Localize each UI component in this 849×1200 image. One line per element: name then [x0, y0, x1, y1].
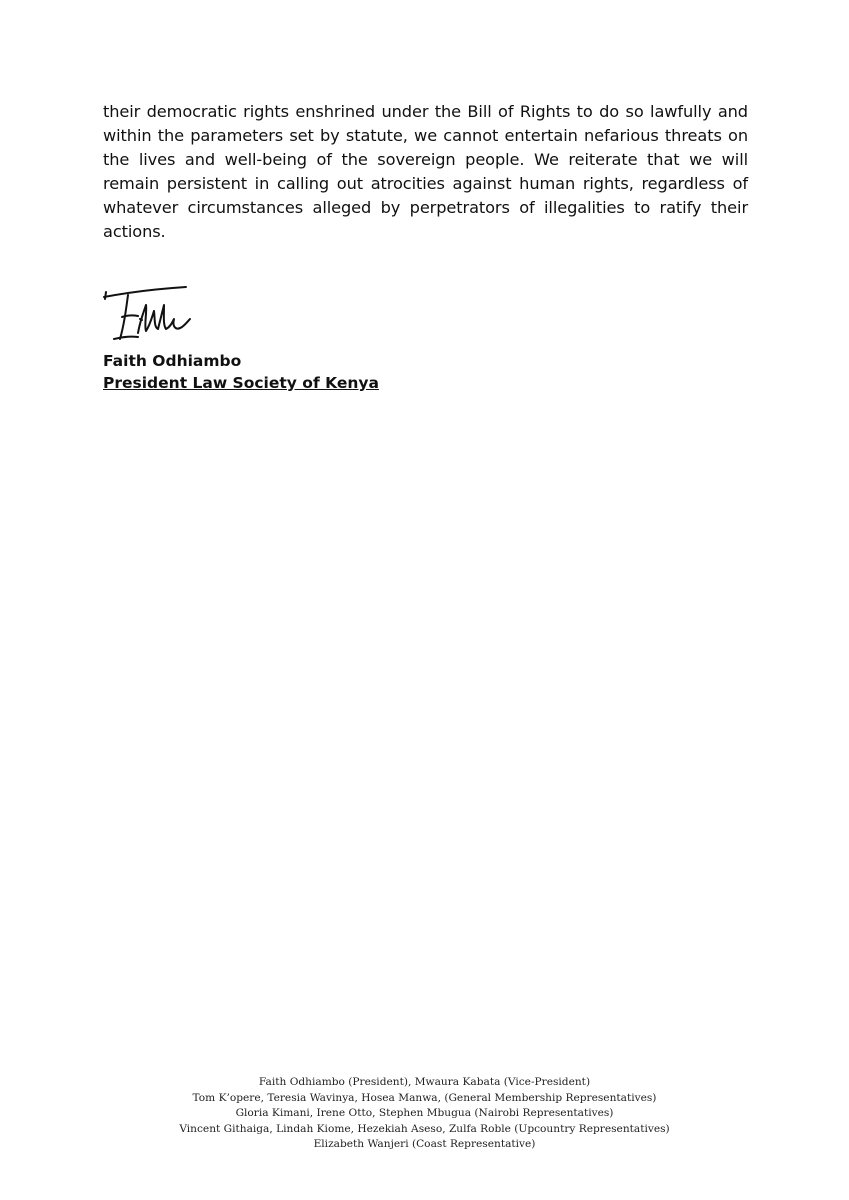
footer-line-officers: Faith Odhiambo (President), Mwaura Kabata (Vice-President)	[258, 1076, 591, 1088]
handwritten-signature	[100, 275, 210, 353]
footer-line-general-membership: Tom K’opere, Teresia Wavinya, Hosea Manwa, (General Membership Representatives)	[192, 1091, 657, 1104]
footer-line-upcountry: Vincent Githaiga, Lindah Kiome, Hezekiah Aseso, Zulfa Roble (Upcountry Representatives)	[179, 1122, 670, 1135]
footer-line-coast: Elizabeth Wanjeri (Coast Representative)	[313, 1138, 536, 1150]
footer-line-nairobi: Gloria Kimani, Irene Otto, Stephen Mbugua (Nairobi Representatives)	[235, 1107, 614, 1119]
letter-body-paragraph: their democratic rights enshrined under the Bill of Rights to do so lawfully and within the parameters set by statute, we cannot entertain nefarious threats on the lives and well-being of the sovereign people. We reiterate that we will remain persistent in calling out atrocities against human rights, regardless of whatever circumstances alleged by perpetrators of illegalities to ratify their actions.	[103, 102, 748, 241]
signature-icon	[100, 275, 210, 353]
council-members-footer	[0, 1075, 849, 1153]
signatory-title: President Law Society of Kenya	[103, 374, 379, 392]
signatory-name: Faith Odhiambo	[103, 352, 242, 370]
